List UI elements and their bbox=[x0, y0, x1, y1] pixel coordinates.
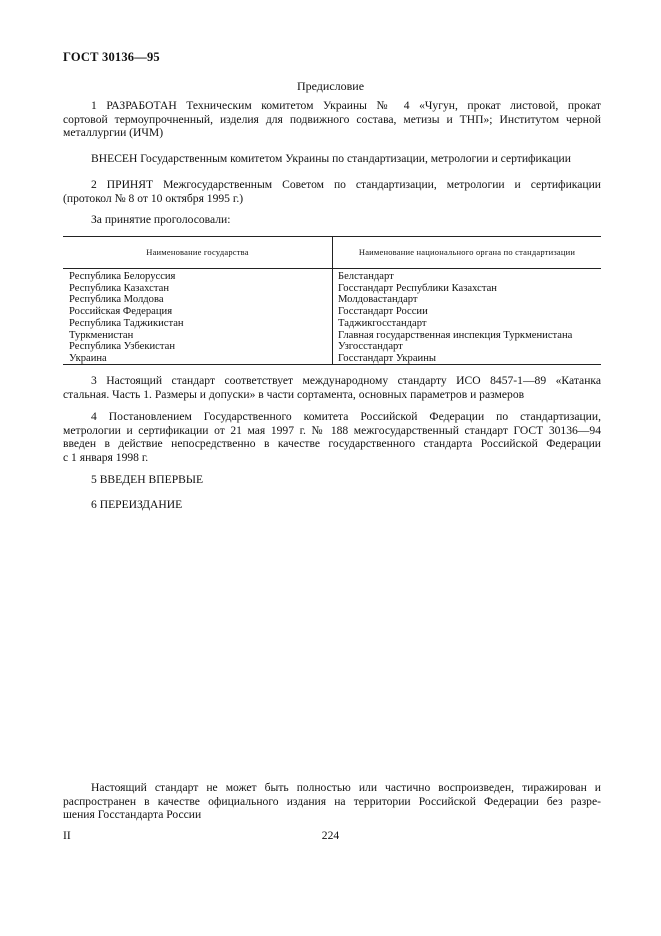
paragraph-adopted bbox=[63, 178, 601, 205]
paragraph-line: 2 ПРИНЯТ Межгосударственным Советом по стандартизации, метрологии и сертификации bbox=[91, 178, 601, 191]
paragraph-conformity bbox=[63, 374, 601, 401]
table-cell-body: Белстандарт bbox=[338, 271, 394, 282]
table-cell-body: Узгосстандарт bbox=[338, 341, 403, 353]
copyright-note bbox=[63, 781, 601, 822]
voting-table bbox=[63, 236, 601, 365]
table-cell-state: Республика Узбекистан bbox=[69, 341, 176, 353]
paragraph-line: (протокол № 8 от 10 октября 1995 г.) bbox=[63, 191, 244, 205]
paragraph-line: введен в действие непосредственно в качестве государственного стандарта Российской Федерации bbox=[63, 437, 601, 451]
voted-label: За принятие проголосовали: bbox=[91, 213, 231, 226]
table-cell-body: Госстандарт Республики Казахстан bbox=[338, 282, 497, 294]
table-cell-body: Госстандарт Украины bbox=[338, 352, 436, 364]
page-title: Предисловие bbox=[296, 79, 365, 93]
table-column-bodies bbox=[338, 271, 572, 365]
paragraph-line: шения Госстандарта России bbox=[63, 808, 202, 822]
paragraph-line: 4 Постановлением Государственного комитета Российской Федерации по стандартизации, bbox=[91, 410, 601, 423]
table-cell-body: Молдовастандарт bbox=[338, 294, 418, 306]
paragraph-line: Настоящий стандарт не может быть полностью или частично воспроизведен, тиражирован и bbox=[91, 781, 601, 794]
table-cell-body: Госстандарт России bbox=[338, 306, 428, 318]
paragraph-line: стальная. Часть 1. Размеры и допуски» в части сортамента, основных параметров и размеров bbox=[63, 387, 525, 401]
table-cell-state: Туркменистан bbox=[69, 329, 134, 341]
paragraph-line: металлургии (ИЧМ) bbox=[63, 126, 164, 140]
table-header-state: Наименование государства bbox=[146, 247, 249, 257]
page-roman-numeral: II bbox=[63, 829, 71, 842]
paragraph-line: сортовой термоупрочненный, изделия для подвижного состава, метизы и ТНП»; Институтом черной bbox=[63, 112, 601, 126]
table-cell-body: Таджикгосстандарт bbox=[338, 317, 427, 329]
paragraph-line: с 1 января 1998 г. bbox=[63, 450, 149, 464]
table-cell-body: Главная государственная инспекция Туркменистана bbox=[338, 329, 573, 341]
table-cell-state: Российская Федерация bbox=[69, 306, 173, 318]
paragraph-line: 1 РАЗРАБОТАН Техническим комитетом Украины № 4 «Чугун, прокат листовой, прокат bbox=[91, 99, 601, 112]
table-cell-state: Республика Молдова bbox=[69, 294, 164, 306]
table-cell-state: Республика Белоруссия bbox=[69, 271, 176, 282]
paragraph-line: распространен в качестве официального издания на территории Российской Федерации без разре- bbox=[63, 794, 601, 808]
item-reissue: 6 ПЕРЕИЗДАНИЕ bbox=[91, 498, 183, 511]
paragraph-line: метрологии и сертификации от 21 мая 1997 г. № 188 межгосударственный стандарт ГОСТ 30136—94 bbox=[63, 423, 601, 437]
paragraph-introduced bbox=[63, 152, 601, 166]
paragraph-line: ВНЕСЕН Государственным комитетом Украины по стандартизации, метрологии и сертификации bbox=[91, 152, 571, 165]
paragraph-decree bbox=[63, 410, 601, 464]
paragraph-developed bbox=[63, 99, 601, 140]
document-code: ГОСТ 30136—95 bbox=[63, 50, 160, 64]
table-cell-state: Украина bbox=[69, 352, 107, 364]
table-header-body: Наименование национального органа по стандартизации bbox=[358, 247, 576, 257]
page-number: 224 bbox=[321, 829, 340, 842]
table-cell-state: Республика Таджикистан bbox=[69, 317, 184, 329]
table-column-states bbox=[69, 271, 184, 365]
item-first-introduced: 5 ВВЕДЕН ВПЕРВЫЕ bbox=[91, 473, 204, 486]
table-cell-state: Республика Казахстан bbox=[69, 282, 170, 294]
table-header-divider bbox=[63, 268, 601, 269]
paragraph-line: 3 Настоящий стандарт соответствует международному стандарту ИСО 8457-1—89 «Катанка bbox=[91, 374, 601, 387]
